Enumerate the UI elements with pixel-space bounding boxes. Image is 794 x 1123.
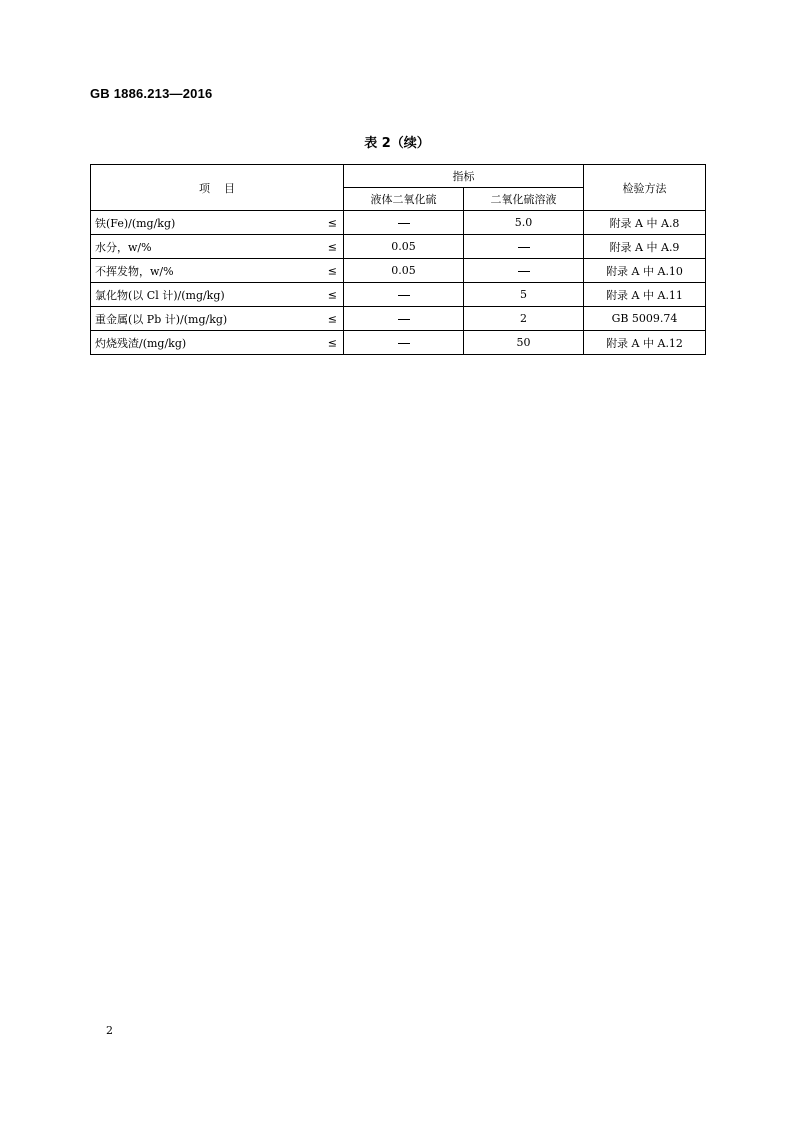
liquid-so2-value <box>344 283 464 307</box>
item-cell <box>91 235 344 259</box>
less-or-equal-sign: ≤ <box>327 336 337 349</box>
test-method-cell: 附录 A 中 A.11 <box>584 283 706 307</box>
test-method-cell: 附录 A 中 A.8 <box>584 211 706 235</box>
header-test-method: 检验方法 <box>584 165 706 211</box>
standard-code-header: GB 1886.213—2016 <box>90 86 213 101</box>
not-applicable-dash <box>398 319 410 320</box>
item-cell <box>91 211 344 235</box>
page-number: 2 <box>106 1024 113 1037</box>
item-label: 重金属(以 Pb 计)/(mg/kg) <box>95 312 228 326</box>
liquid-so2-value <box>344 307 464 331</box>
liquid-so2-value <box>344 211 464 235</box>
table-caption: 表 2（续） <box>364 136 430 151</box>
less-or-equal-sign: ≤ <box>327 216 337 229</box>
less-or-equal-sign: ≤ <box>327 312 337 325</box>
so2-solution-value: 5.0 <box>464 211 584 235</box>
specification-table <box>90 164 706 355</box>
table-body <box>91 211 706 355</box>
item-cell <box>91 283 344 307</box>
item-cell <box>91 331 344 355</box>
not-applicable-dash <box>398 295 410 296</box>
item-label: 铁(Fe)/(mg/kg) <box>95 216 176 230</box>
table-row <box>91 283 706 307</box>
not-applicable-dash <box>398 343 410 344</box>
test-method-cell: 附录 A 中 A.12 <box>584 331 706 355</box>
item-label: 灼烧残渣/(mg/kg) <box>95 336 187 350</box>
liquid-so2-value: 0.05 <box>344 259 464 283</box>
table-row <box>91 307 706 331</box>
item-label: 水分，w/% <box>95 240 152 254</box>
item-cell <box>91 259 344 283</box>
liquid-so2-value: 0.05 <box>344 235 464 259</box>
table-row <box>91 331 706 355</box>
so2-solution-value <box>464 259 584 283</box>
test-method-cell: 附录 A 中 A.9 <box>584 235 706 259</box>
test-method-cell: GB 5009.74 <box>584 307 706 331</box>
liquid-so2-value <box>344 331 464 355</box>
item-cell <box>91 307 344 331</box>
so2-solution-value <box>464 235 584 259</box>
so2-solution-value: 5 <box>464 283 584 307</box>
not-applicable-dash <box>518 271 530 272</box>
header-so2-solution: 二氧化硫溶液 <box>464 188 584 211</box>
item-label: 不挥发物，w/% <box>95 264 174 278</box>
so2-solution-value: 50 <box>464 331 584 355</box>
table-row <box>91 259 706 283</box>
not-applicable-dash <box>518 247 530 248</box>
header-indicator: 指标 <box>344 165 584 188</box>
less-or-equal-sign: ≤ <box>327 240 337 253</box>
less-or-equal-sign: ≤ <box>327 288 337 301</box>
test-method-cell: 附录 A 中 A.10 <box>584 259 706 283</box>
item-label: 氯化物(以 Cl 计)/(mg/kg) <box>95 288 225 302</box>
not-applicable-dash <box>398 223 410 224</box>
table-row <box>91 211 706 235</box>
so2-solution-value: 2 <box>464 307 584 331</box>
less-or-equal-sign: ≤ <box>327 264 337 277</box>
header-item: 项 目 <box>91 165 344 211</box>
table-row <box>91 235 706 259</box>
header-liquid-so2: 液体二氧化硫 <box>344 188 464 211</box>
